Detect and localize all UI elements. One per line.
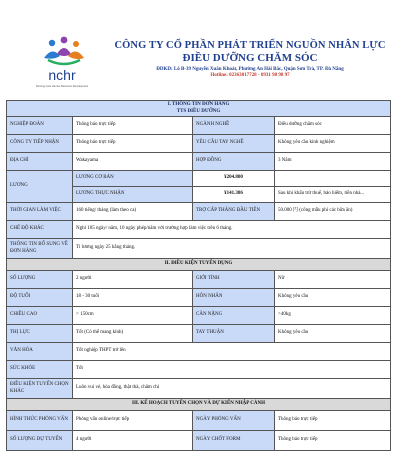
chieu-cao-value: > 150cm (73, 307, 193, 325)
van-hoa-value: Tốt nghiệp THPT trở lên (73, 343, 391, 361)
luong-co-ban-label: LƯƠNG CƠ BẢN (73, 171, 193, 187)
gioi-tinh-value: Nữ (275, 271, 391, 289)
gioi-tinh-label: GIỚI TÍNH (193, 271, 275, 289)
company-name-line1: CÔNG TY CỔ PHẦN PHÁT TRIỂN NGUỒN NHÂN LỰC (114, 40, 386, 51)
luong-thuc-nhan-label: LƯƠNG THỰC NHẬN (73, 187, 193, 203)
suc-khoe-value: Tốt (73, 361, 391, 379)
tay-thuan-value: Không yêu cầu (275, 325, 391, 343)
cong-ty-label: CÔNG TY TIẾP NHẬN (7, 135, 73, 153)
bo-sung-label: THÔNG TIN BỔ SUNG VỀ ĐƠN HÀNG (7, 239, 73, 259)
do-tuoi-label: ĐỘ TUỔI (7, 289, 73, 307)
dia-chi-label: ĐỊA CHỈ (7, 153, 73, 171)
thi-luc-value: Tốt (Có thể mang kính) (73, 325, 193, 343)
job-order-table (6, 100, 391, 451)
company-hotline: Hotline: 02363817728 - 0931 98 98 97 (210, 73, 290, 78)
so-luong-du-tuyen-label: SỐ LƯỢNG DỰ TUYỂN (7, 431, 73, 451)
che-do-value: Nghỉ 105 ngày/ năm, 10 ngày phép/năm với trường hợp làm việc trên 6 tháng. (73, 221, 391, 239)
luong-note: Sau khi khấu trừ thuế, bảo hiểm, tiền nhà... (275, 187, 391, 203)
logo-text: nchr (48, 67, 76, 83)
hon-nhan-label: HÔN NHÂN (193, 289, 275, 307)
ngay-chot-value: Thông báo trực tiếp (275, 431, 391, 451)
hop-dong-label: HỢP ĐỒNG (193, 153, 275, 171)
nghiep-doan-label: NGHIỆP ĐOÀN (7, 117, 73, 135)
tay-thuan-label: TAY THUẬN (193, 325, 275, 343)
ngay-pv-label: NGÀY PHỎNG VẤN (193, 411, 275, 431)
luong-blank (275, 171, 391, 187)
nganh-nghe-label: NGÀNH NGHỀ (193, 117, 275, 135)
yeu-cau-label: YÊU CẦU TAY NGHỀ (193, 135, 275, 153)
van-hoa-label: VĂN HÓA (7, 343, 73, 361)
hinh-thuc-label: HÌNH THỨC PHỎNG VẤN (7, 411, 73, 431)
cong-ty-value: Thông báo trực tiếp (73, 135, 193, 153)
logo-subtext: Nursing Care Human Resource Development (35, 85, 89, 88)
so-luong-value: 2 người (73, 271, 193, 289)
yeu-cau-value: Không yêu cầu kinh nghiệm (275, 135, 391, 153)
luong-label: LƯƠNG (7, 171, 73, 203)
thi-luc-label: THỊ LỰC (7, 325, 73, 343)
nganh-nghe-value: Điều dưỡng chăm sóc (275, 117, 391, 135)
thoi-gian-value: 160 tiếng/ tháng (làm theo ca) (73, 203, 193, 221)
do-tuoi-value: 18 - 30 tuổi (73, 289, 193, 307)
luong-thuc-nhan-value: ¥141.386 (193, 187, 275, 203)
company-logo-icon (30, 36, 94, 94)
suc-khoe-label: SỨC KHỎE (7, 361, 73, 379)
company-name-line2: ĐIỀU DƯỠNG CHĂM SÓC (182, 52, 318, 64)
hop-dong-value: 3 Năm (275, 153, 391, 171)
tro-cap-label: TRỢ CẤP THÁNG ĐẦU TIÊN (193, 203, 275, 221)
so-luong-label: SỐ LƯỢNG (7, 271, 73, 289)
so-luong-du-tuyen-value: 4 người (73, 431, 193, 451)
luong-co-ban-value: ¥204.800 (193, 171, 275, 187)
chieu-cao-label: CHIỀU CAO (7, 307, 73, 325)
section3-title: III. KẾ HOẠCH TUYỂN CHỌN VÀ DỰ KIẾN NHẬP CẢNH (7, 399, 391, 411)
bo-sung-value: Tỉ lương ngày 25 hằng tháng. (73, 239, 391, 259)
dia-chi-value: Wakayama (73, 153, 193, 171)
company-info (100, 40, 400, 78)
section1-title: I. THÔNG TIN ĐƠN HÀNG TTS ĐIỀU DƯỠNG (7, 101, 391, 117)
ngay-chot-label: NGÀY CHỐT FORM (193, 431, 275, 451)
che-do-label: CHẾ ĐỘ KHÁC (7, 221, 73, 239)
can-nang-label: CÂN NẶNG (193, 307, 275, 325)
company-header (0, 0, 400, 98)
company-address: ĐDKD: Lô B-39 Nguyễn Xuân Khoát, Phường An Hải Bắc, Quận Sơn Trà, TP. Đà Nẵng (156, 67, 344, 72)
dieu-kien-label: ĐIỀU KIỆN TUYỂN CHỌN KHÁC (7, 379, 73, 399)
nghiep-doan-value: Thông báo trực tiếp (73, 117, 193, 135)
section2-title: II. ĐIỀU KIỆN TUYỂN DỤNG (7, 259, 391, 271)
hon-nhan-value: Không yêu cầu (275, 289, 391, 307)
hinh-thuc-value: Phỏng vấn online/trực tiếp (73, 411, 193, 431)
tro-cap-value: 50.000 円 (công mẫu phí các bữa ăn) (275, 203, 391, 221)
ngay-pv-value: Thông báo trực tiếp (275, 411, 391, 431)
dieu-kien-value: Luôn vui vẻ, hòa đồng, thật thà, chăm chỉ (73, 379, 391, 399)
thoi-gian-label: THỜI GIAN LÀM VIỆC (7, 203, 73, 221)
can-nang-value: >40kg (275, 307, 391, 325)
